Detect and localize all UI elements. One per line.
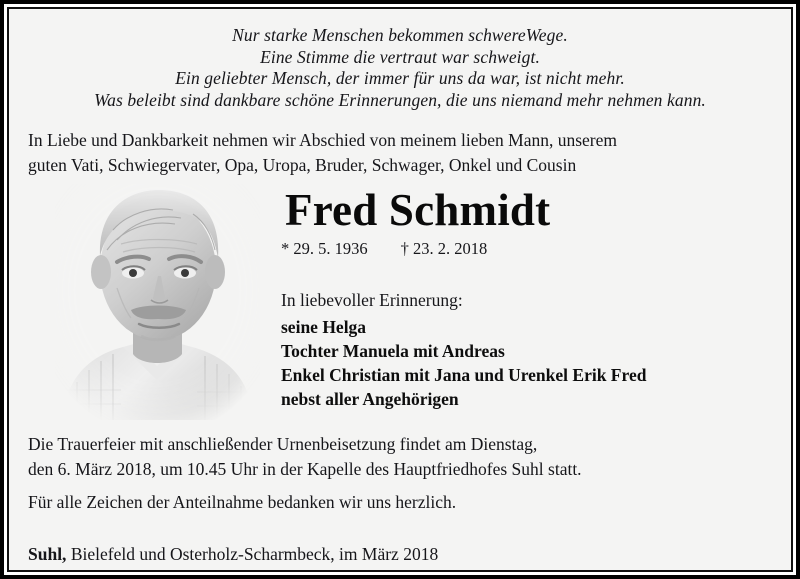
name-column (279, 184, 785, 411)
survivor-line: seine Helga (281, 317, 367, 337)
survivors-list (281, 315, 785, 411)
memorial-verse (9, 9, 791, 111)
intro-paragraph (28, 128, 773, 178)
footer-places-date (28, 542, 791, 566)
portrait-and-name-area (9, 184, 791, 424)
portrait-photo (55, 184, 260, 420)
verse-line-4: Was beleibt sind dankbare schöne Erinnerungen, die uns niemand mehr nehmen kann. (94, 89, 706, 110)
verse-line-2: Eine Stimme die vertraut war schweigt. (260, 46, 540, 67)
intro-line-2: guten Vati, Schwiegervater, Opa, Uropa, Bruder, Schwager, Onkel und Cousin (28, 155, 577, 175)
survivor-line: Enkel Christian mit Jana und Urenkel Erik Fred (281, 365, 647, 385)
life-dates: * 29. 5. 1936 † 23. 2. 2018 (281, 239, 488, 258)
footer-rest: Bielefeld und Osterholz-Scharmbeck, im März 2018 (66, 544, 439, 564)
memory-heading: In liebevoller Erinnerung: (281, 290, 463, 310)
service-line-1: Die Trauerfeier mit anschließender Urnenbeisetzung findet am Dienstag, (28, 434, 538, 454)
verse-line-3: Ein geliebter Mensch, der immer für uns da war, ist nicht mehr. (175, 68, 625, 88)
survivor-line: Tochter Manuela mit Andreas (281, 341, 505, 361)
survivor-line: nebst aller Angehörigen (281, 389, 459, 409)
deceased-name: Fred Schmidt (285, 185, 551, 235)
verse-line-1: Nur starke Menschen bekommen schwereWege. (232, 25, 568, 45)
service-line-2: den 6. März 2018, um 10.45 Uhr in der Kapelle des Hauptfriedhofes Suhl statt. (28, 459, 582, 479)
portrait-image (55, 184, 260, 420)
service-details (28, 432, 791, 515)
service-line-3: Für alle Zeichen der Anteilnahme bedanken wir uns herzlich. (28, 492, 457, 512)
notice-surface (9, 9, 791, 570)
intro-line-1: In Liebe und Dankbarkeit nehmen wir Abschied von meinem lieben Mann, unserem (28, 130, 618, 150)
footer-city: Suhl, (28, 544, 67, 564)
